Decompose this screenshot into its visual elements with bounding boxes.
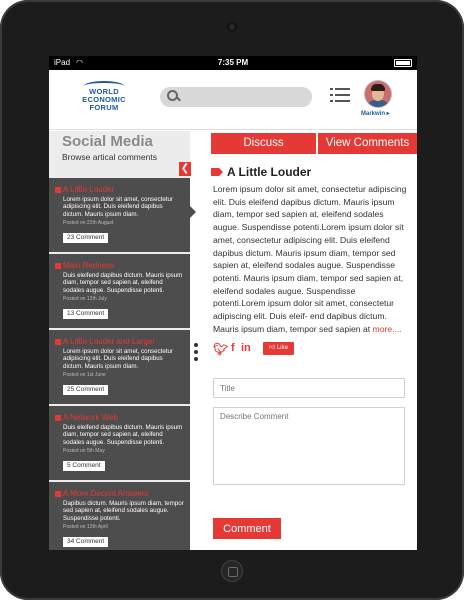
facebook-icon[interactable]: f (231, 342, 235, 354)
wifi-icon: ◠ (76, 58, 83, 67)
list-item[interactable] (49, 178, 190, 252)
list-item[interactable] (49, 482, 190, 550)
tab-view-comments[interactable]: View Comments (318, 133, 417, 154)
post-excerpt: Duis eleifend dapibus dictum. Mauris ipsum diam, tempor sed sapien at, eleifend sodales augue. Suspendisse potenti. (63, 272, 183, 294)
post-date: Posted on 1st June (63, 371, 106, 378)
post-date: Posted on 22th August (63, 219, 114, 226)
collapse-icon[interactable]: ❮ (180, 163, 190, 174)
status-bar (49, 56, 417, 70)
screen (49, 56, 417, 550)
camera-icon (227, 22, 237, 32)
comment-count-badge[interactable]: 5 Comment (63, 461, 105, 471)
main-content (211, 131, 417, 550)
sidebar-subtitle: Browse artical comments (62, 152, 157, 162)
carrier-label: iPad (54, 58, 71, 67)
post-title[interactable]: A Network Web (55, 413, 184, 423)
search-bar[interactable] (160, 87, 312, 107)
post-title[interactable]: A More Decent Answers (55, 489, 184, 499)
search-icon[interactable] (167, 90, 179, 102)
article-title: A Little Louder (227, 165, 312, 179)
post-date: Posted on 12th July (63, 295, 107, 302)
avatar[interactable] (365, 81, 391, 107)
post-date: Posted on 12th April (63, 523, 108, 530)
wef-logo[interactable] (58, 81, 148, 119)
comment-count-badge[interactable]: 13 Comment (63, 309, 108, 319)
post-title[interactable]: A Little Louder and Larger (55, 337, 184, 347)
article-text: Lorem ipsum dolor sit amet, consectetur adipiscing elit. Duis eleifend dapibus dictum. Mauris ipsum diam, tempor sed sapien at, eleifend sodales augue. Suspendisse potenti.Lorem ipsum dolor sit amet, consectetur adipiscing elit. Duis eleifend dapibus dictum. Mauris ipsum diam, tempor sed sapien at, eleifend sodales augue. Suspendisse potenti. Mauris ipsum diam, tempor sed sapien at, eleifend sodales augue. Suspendisse potenti.Lorem ipsum dolor sit amet, consectetur adipiscing elit. Duis eleif- end dapibus dictum. Mauris ipsum diam, tempor sed sapien at (213, 184, 407, 334)
comment-count-badge[interactable]: 25 Comment (63, 385, 108, 395)
linkedin-icon[interactable]: in (241, 342, 251, 354)
post-excerpt: Duis eleifend dapibus dictum. Mauris ipsum diam, tempor sed sapien at, eleifend sodales augue. Suspendisse potenti. (63, 424, 183, 446)
logo-line: ECONOMIC (82, 95, 126, 104)
list-item[interactable] (49, 406, 190, 480)
article-body (213, 183, 407, 335)
comment-count-badge[interactable]: 34 Comment (63, 537, 108, 547)
menu-icon[interactable] (330, 87, 350, 103)
post-date: Posted on 5th May (63, 447, 105, 454)
logo-line: WORLD (89, 87, 119, 96)
sidebar-title: Social Media (62, 133, 153, 150)
comment-title-input[interactable] (213, 378, 405, 398)
search-input[interactable] (184, 89, 306, 105)
home-button[interactable] (222, 561, 242, 581)
more-options-icon[interactable] (193, 343, 199, 363)
comment-count-badge[interactable]: 23 Comment (63, 233, 108, 243)
twitter-icon[interactable]: 🐦︎ (213, 342, 229, 356)
clock: 7:35 PM (217, 58, 249, 67)
sidebar (49, 131, 190, 550)
more-link[interactable]: more.... (372, 323, 402, 334)
post-excerpt: Lorem ipsum dolor sit amet, consectetur adipiscing elit. Duis eleifend dapibus dictum. Mauris ipsum diam. (63, 196, 174, 218)
like-button[interactable]: 👍︎ Like (263, 342, 294, 355)
post-title[interactable]: Main Redness (55, 261, 184, 271)
battery-icon (394, 59, 412, 67)
list-item[interactable] (49, 254, 190, 328)
post-excerpt: Dapibus dictum. Mauris ipsum diam, tempor sed sapien at, eleifend sodales augue. Suspendisse potenti. (63, 500, 184, 522)
comment-textarea[interactable] (213, 407, 405, 485)
post-title[interactable]: A Little Louder (55, 185, 184, 195)
app-header (49, 70, 417, 130)
post-excerpt: Lorem ipsum dolor sit amet, consectetur adipiscing elit. Duis eleifend dapibus dictum. Mauris ipsum diam. (63, 348, 174, 370)
comment-submit-button[interactable]: Comment (213, 518, 281, 539)
tab-bar (211, 133, 417, 154)
tab-discuss[interactable]: Discuss (211, 133, 316, 154)
logo-line: FORUM (89, 103, 119, 112)
list-item[interactable] (49, 330, 190, 404)
user-name[interactable]: Markwin ▸ (361, 111, 390, 117)
